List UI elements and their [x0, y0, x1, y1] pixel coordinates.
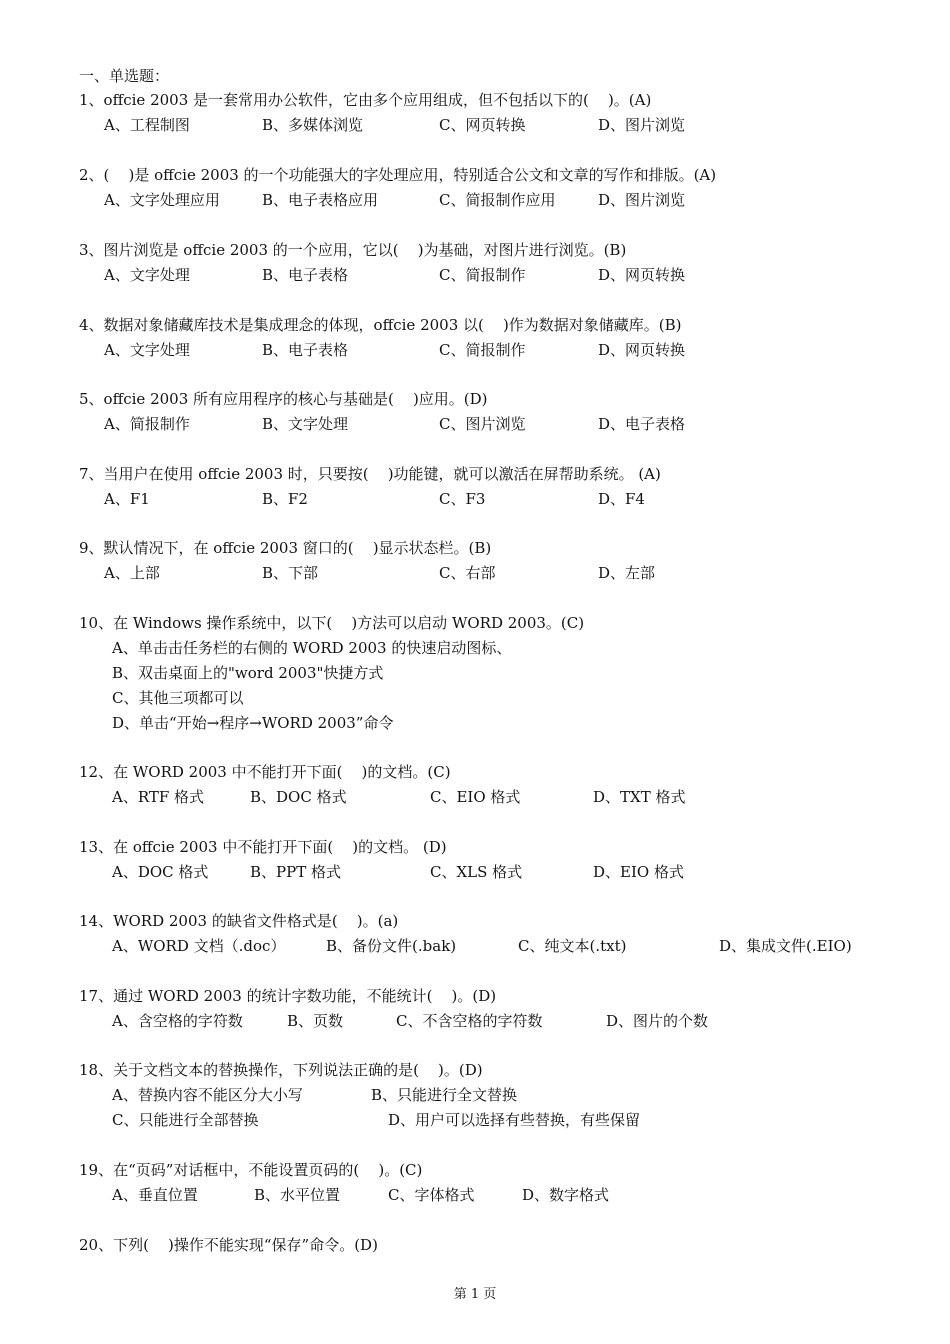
- option-b: B、电子表格应用: [262, 191, 379, 209]
- option-a: A、替换内容不能区分大小写: [112, 1086, 303, 1104]
- question-stem: 20、下列( )操作不能实现“保存”命令。(D): [79, 1236, 378, 1254]
- option-d: D、图片的个数: [606, 1012, 709, 1030]
- question-stem: 12、在 WORD 2003 中不能打开下面( )的文档。(C): [79, 763, 451, 781]
- option-d: D、用户可以选择有些替换，有些保留: [388, 1111, 641, 1129]
- option-a: A、文字处理应用: [104, 191, 220, 209]
- question-stem: 9、默认情况下，在 offcie 2003 窗口的( )显示状态栏。(B): [79, 539, 492, 557]
- option-b: B、电子表格: [262, 266, 349, 284]
- option-d: D、F4: [598, 490, 645, 508]
- question-stem: 14、WORD 2003 的缺省文件格式是( )。(a): [79, 912, 399, 930]
- option-b: B、下部: [262, 564, 319, 582]
- page-number: 第 1 页: [453, 1287, 497, 1302]
- option-a: A、文字处理: [104, 266, 190, 284]
- option-b: B、DOC 格式: [250, 788, 347, 806]
- question-stem: 5、offcie 2003 所有应用程序的核心与基础是( )应用。(D): [79, 390, 488, 408]
- option-d: D、电子表格: [598, 415, 686, 433]
- question-stem: 13、在 offcie 2003 中不能打开下面( )的文档。 (D): [79, 838, 447, 856]
- question-stem: 18、关于文档文本的替换操作，下列说法正确的是( )。(D): [79, 1061, 483, 1079]
- question-stem: 17、通过 WORD 2003 的统计字数功能，不能统计( )。(D): [79, 987, 497, 1005]
- option-a: A、DOC 格式: [112, 863, 209, 881]
- option-a: A、单击击任务栏的右侧的 WORD 2003 的快速启动图标、: [112, 639, 512, 657]
- option-d: D、TXT 格式: [593, 788, 686, 806]
- option-b: B、只能进行全文替换: [371, 1086, 518, 1104]
- option-b: B、文字处理: [262, 415, 349, 433]
- question-stem: 2、( )是 offcie 2003 的一个功能强大的字处理应用，特别适合公文和文章的写作和排版。(A): [79, 166, 717, 184]
- option-c: C、右部: [439, 564, 496, 582]
- option-d: D、单击“开始→程序→WORD 2003”命令: [112, 714, 394, 732]
- option-b: B、双击桌面上的"word 2003"快捷方式: [112, 664, 384, 682]
- option-c: C、纯文本(.txt): [518, 937, 627, 955]
- option-d: D、数字格式: [522, 1186, 610, 1204]
- option-a: A、垂直位置: [112, 1186, 198, 1204]
- option-d: D、网页转换: [598, 341, 686, 359]
- question-stem: 3、图片浏览是 offcie 2003 的一个应用，它以( )为基础，对图片进行浏览。(B): [79, 241, 627, 259]
- option-c: C、只能进行全部替换: [112, 1111, 259, 1129]
- option-b: B、PPT 格式: [250, 863, 341, 881]
- option-a: A、WORD 文档（.doc）: [112, 937, 286, 955]
- option-a: A、简报制作: [104, 415, 190, 433]
- question-stem: 10、在 Windows 操作系统中，以下( )方法可以启动 WORD 2003。(C): [79, 614, 585, 632]
- option-d: D、图片浏览: [598, 191, 686, 209]
- option-c: C、网页转换: [439, 116, 526, 134]
- option-c: C、其他三项都可以: [112, 689, 244, 707]
- option-d: D、集成文件(.EIO): [719, 937, 852, 955]
- option-d: D、图片浏览: [598, 116, 686, 134]
- section-title: 一、单选题：: [79, 67, 170, 85]
- option-c: C、图片浏览: [439, 415, 526, 433]
- option-a: A、上部: [104, 564, 160, 582]
- question-stem: 4、数据对象储藏库技术是集成理念的体现，offcie 2003 以( )作为数据对象储藏库。(B): [79, 316, 682, 334]
- option-c: C、XLS 格式: [430, 863, 523, 881]
- option-d: D、网页转换: [598, 266, 686, 284]
- question-stem: 19、在“页码”对话框中，不能设置页码的( )。(C): [79, 1161, 423, 1179]
- option-c: C、不含空格的字符数: [396, 1012, 543, 1030]
- option-a: A、F1: [104, 490, 150, 508]
- option-a: A、含空格的字符数: [112, 1012, 243, 1030]
- option-a: A、文字处理: [104, 341, 190, 359]
- question-stem: 7、当用户在使用 offcie 2003 时，只要按( )功能键，就可以激活在屏帮助系统。 (A): [79, 465, 661, 483]
- option-a: A、RTF 格式: [112, 788, 205, 806]
- option-b: B、电子表格: [262, 341, 349, 359]
- option-b: B、页数: [287, 1012, 344, 1030]
- option-d: D、左部: [598, 564, 656, 582]
- option-c: C、简报制作: [439, 266, 526, 284]
- option-c: C、EIO 格式: [430, 788, 521, 806]
- option-c: C、字体格式: [388, 1186, 475, 1204]
- option-c: C、F3: [439, 490, 486, 508]
- option-d: D、EIO 格式: [593, 863, 684, 881]
- option-a: A、工程制图: [104, 116, 190, 134]
- option-c: C、简报制作: [439, 341, 526, 359]
- option-b: B、多媒体浏览: [262, 116, 364, 134]
- question-stem: 1、offcie 2003 是一套常用办公软件，它由多个应用组成，但不包括以下的( )。(A): [79, 91, 652, 109]
- option-b: B、水平位置: [254, 1186, 341, 1204]
- option-b: B、备份文件(.bak): [326, 937, 457, 955]
- option-b: B、F2: [262, 490, 308, 508]
- option-c: C、简报制作应用: [439, 191, 556, 209]
